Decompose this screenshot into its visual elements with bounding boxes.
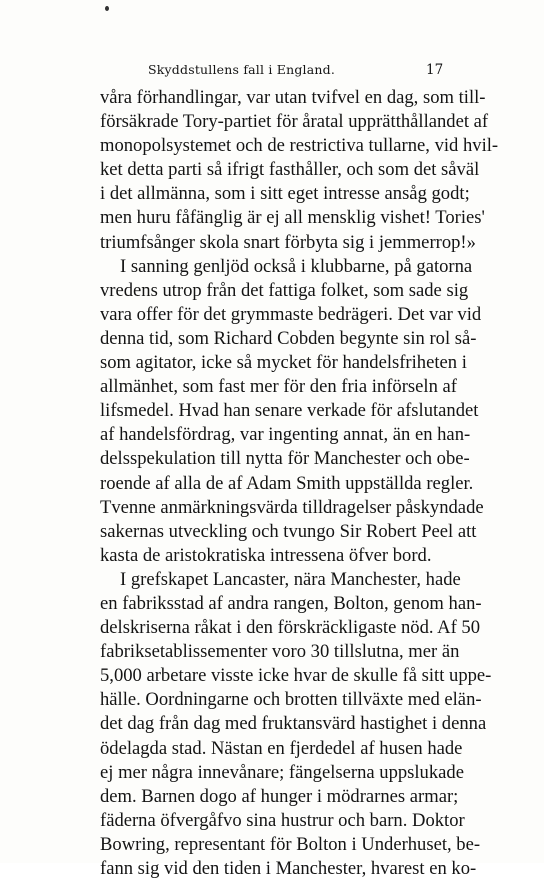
text-line: det dag från dag med fruktansvärd hastighet i denna xyxy=(100,713,487,735)
text-line: lifsmedel. Hvad han senare verkade för afslutandet xyxy=(100,400,479,422)
paragraph-first-line: I grefskapet Lancaster, nära Manchester, hade xyxy=(120,568,461,590)
text-line: fäderna öfvergåfvo sina hustrur och barn. Doktor xyxy=(100,809,465,831)
text-line: denna tid, som Richard Cobden begynte sin rol så- xyxy=(100,327,477,349)
text-line: Tvenne anmärkningsvärda tilldragelser påskyndade xyxy=(100,496,484,518)
text-line: monopolsystemet och de restrictiva tullarne, vid hvil- xyxy=(100,135,499,157)
paragraph-first-line: I sanning genljöd också i klubbarne, på gatorna xyxy=(120,255,473,277)
text-line: försäkrade Tory-partiet för åratal upprätthållandet af xyxy=(100,111,489,133)
text-line: dem. Barnen dogo af hunger i mödrarnes armar; xyxy=(100,785,459,807)
running-title: Skyddstullens fall i England. xyxy=(148,62,335,77)
text-line: allmänhet, som fast mer för den fria införseln af xyxy=(100,376,457,398)
text-line: af handelsfördrag, var ingenting annat, än en han- xyxy=(100,424,471,446)
text-line: i det allmänna, som i sitt eget intresse ansåg godt; xyxy=(100,183,470,205)
text-line: våra förhandlingar, var utan tvifvel en dag, som till- xyxy=(100,87,486,108)
ink-speck xyxy=(105,6,109,11)
text-line: ket detta parti så ifrigt fasthåller, och som det såväl xyxy=(100,159,480,181)
text-line: delsspekulation till nytta för Manchester och obe- xyxy=(100,448,470,470)
text-line: fann sig vid den tiden i Manchester, hvarest en ko- xyxy=(100,858,477,879)
text-line: Bowring, representant för Bolton i Underhuset, be- xyxy=(100,833,481,855)
text-line: vredens utrop från det fattiga folket, som sade sig xyxy=(100,279,469,301)
text-line: ödelagda stad. Nästan en fjerdedel af husen hade xyxy=(100,737,463,759)
text-line: fabriksetablissementer voro 30 tillslutna, mer än xyxy=(100,641,460,663)
text-line: men huru fåfänglig är ej all mensklig vishet! Tories' xyxy=(100,207,485,229)
text-line: ej mer några innevånare; fängelserna uppslukade xyxy=(100,761,464,783)
text-line: som agitator, icke så mycket för handelsfriheten i xyxy=(100,352,467,374)
running-head xyxy=(100,62,500,82)
text-line: vara offer för det grymmaste bedrägeri. Det var vid xyxy=(100,303,482,325)
text-line: roende af alla de af Adam Smith uppställda regler. xyxy=(100,472,474,494)
text-line: hälle. Oordningarne och brotten tillväxte med elän- xyxy=(100,689,482,711)
text-line: 5,000 arbetare visste icke hvar de skulle få sitt uppe- xyxy=(100,665,492,687)
text-line: sakernas utveckling och tvungo Sir Robert Peel att xyxy=(100,520,477,542)
text-line: triumfsånger skola snart förbyta sig i jemmerrop!» xyxy=(100,231,476,253)
text-line: kasta de aristokratiska intressena öfver bord. xyxy=(100,544,432,566)
page-number: 17 xyxy=(426,62,444,78)
body-text xyxy=(100,86,499,881)
text-line: en fabriksstad af andra rangen, Bolton, genom han- xyxy=(100,592,482,614)
text-line: delskriserna råkat i den förskräckligaste nöd. Af 50 xyxy=(100,617,481,639)
